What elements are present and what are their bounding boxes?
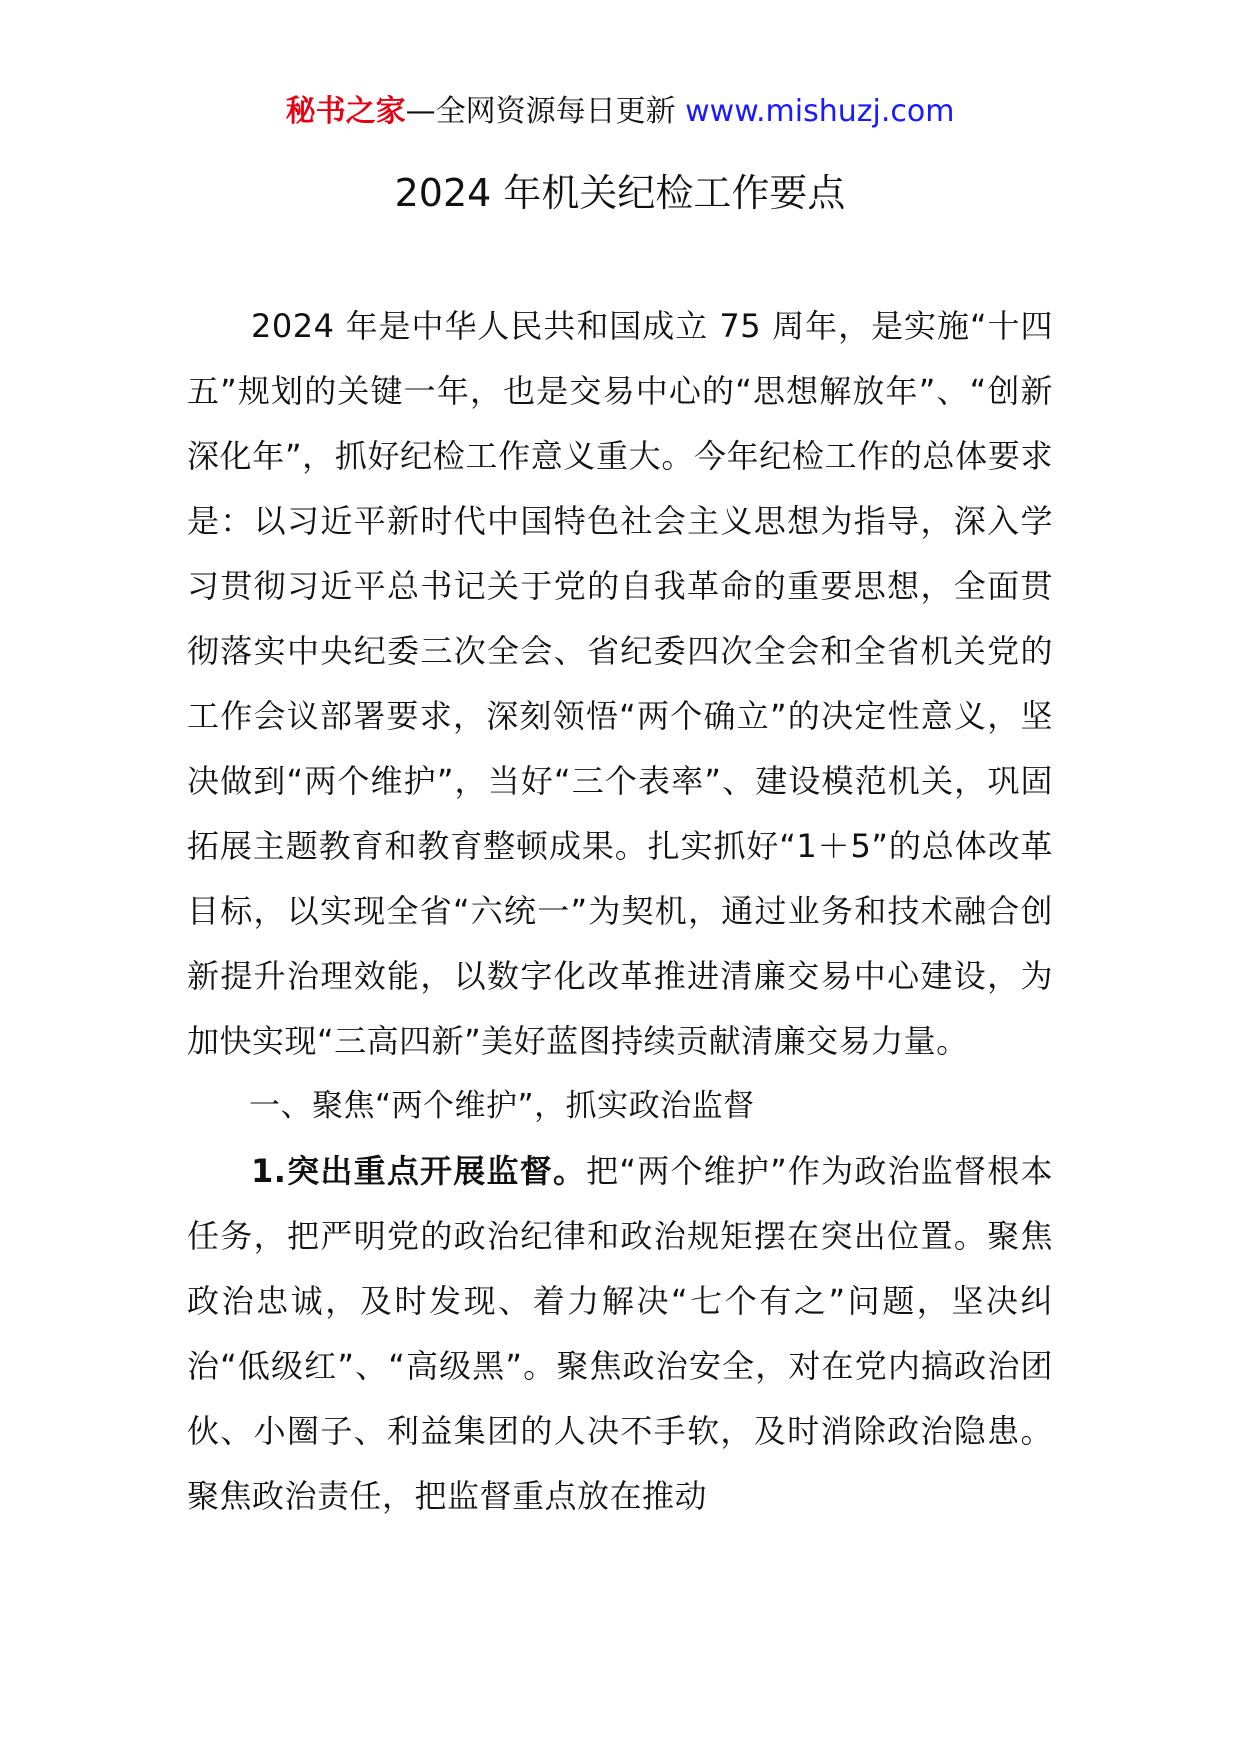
brand-name: 秘书之家: [285, 94, 406, 129]
document-body: [187, 294, 1053, 1529]
intro-paragraph: 2024 年是中华人民共和国成立 75 周年，是实施“十四五”规划的关键一年，也是交易中心的“思想解放年”、“创新深化年”，抓好纪检工作意义重大。今年纪检工作的总体要求是：以习近平新时代中国特色社会主义思想为指导，深入学习贯彻习近平总书记关于党的自我革命的重要思想，全面贯彻落实中央纪委三次全会、省纪委四次全会和全省机关党的工作会议部署要求，深刻领悟“两个确立”的决定性意义，坚决做到“两个维护”，当好“三个表率”、建设模范机关，巩固拓展主题教育和教育整顿成果。扎实抓好“1＋5”的总体改革目标，以实现全省“六统一”为契机，通过业务和技术融合创新提升治理效能，以数字化改革推进清廉交易中心建设，为加快实现“三高四新”美好蓝图持续贡献清廉交易力量。: [187, 307, 1053, 1060]
item-paragraph: [187, 1139, 1053, 1529]
item-text: 把“两个维护”作为政治监督根本任务，把严明党的政治纪律和政治规矩摆在突出位置。聚焦政治忠诚，及时发现、着力解决“七个有之”问题，坚决纠治“低级红”、“高级黑”。聚焦政治安全，对在党内搞政治团伙、小圈子、利益集团的人决不手软，及时消除政治隐患。聚焦政治责任，把监督重点放在推动: [187, 1152, 1053, 1515]
document-title: 2024 年机关纪检工作要点: [394, 171, 846, 215]
site-slogan: —全网资源每日更新: [405, 94, 676, 129]
site-url-link[interactable]: www.mishuzj.com: [685, 94, 955, 129]
section-heading: 一、聚焦“两个维护”，抓实政治监督: [249, 1088, 755, 1124]
site-header: [0, 92, 1240, 132]
item-lead: 1.突出重点开展监督。: [251, 1152, 587, 1190]
